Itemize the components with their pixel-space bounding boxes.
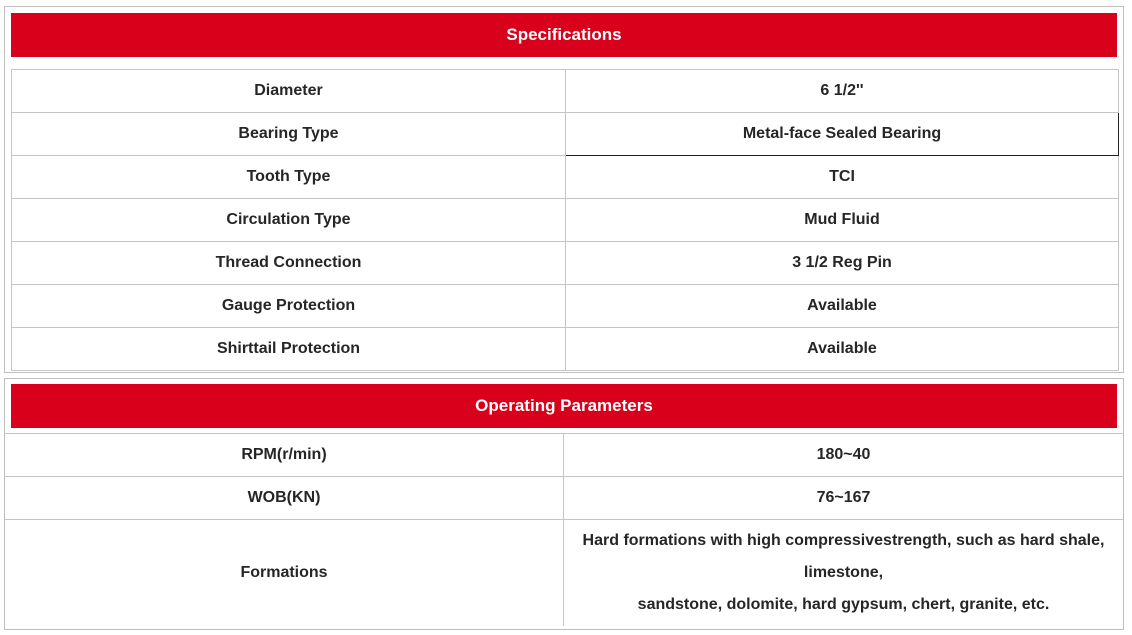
table-row: [12, 113, 1119, 156]
op-label-rpm: RPM(r/min): [5, 434, 564, 477]
spec-value-circulation-type: Mud Fluid: [566, 199, 1119, 242]
spec-value-bearing-type: Metal-face Sealed Bearing: [566, 113, 1119, 156]
spec-label-bearing-type: Bearing Type: [12, 113, 566, 156]
specifications-section: [4, 6, 1124, 373]
op-value-rpm: 180~40: [564, 434, 1124, 477]
operating-parameters-section: [4, 378, 1124, 630]
formations-line-1: Hard formations with high compressivestrength, such as hard shale,: [582, 532, 1105, 549]
op-label-formations: Formations: [5, 520, 564, 627]
operating-parameters-header: [11, 384, 1117, 428]
spec-value-gauge-protection: Available: [566, 285, 1119, 328]
table-row: [12, 199, 1119, 242]
spec-label-diameter: Diameter: [12, 70, 566, 113]
specifications-header: [11, 13, 1117, 57]
spec-label-gauge-protection: Gauge Protection: [12, 285, 566, 328]
table-row: [12, 285, 1119, 328]
specifications-table: [11, 69, 1119, 371]
formations-line-3: sandstone, dolomite, hard gypsum, chert, granite, etc.: [637, 596, 1050, 613]
spec-value-thread-connection: 3 1/2 Reg Pin: [566, 242, 1119, 285]
op-label-wob: WOB(KN): [5, 477, 564, 520]
spec-label-tooth-type: Tooth Type: [12, 156, 566, 199]
spec-label-circulation-type: Circulation Type: [12, 199, 566, 242]
op-value-wob: 76~167: [564, 477, 1124, 520]
spec-label-shirttail-protection: Shirttail Protection: [12, 328, 566, 371]
table-row: [12, 70, 1119, 113]
spec-value-shirttail-protection: Available: [566, 328, 1119, 371]
table-row: [12, 242, 1119, 285]
formations-line-2: limestone,: [803, 564, 884, 581]
spec-value-tooth-type: TCI: [566, 156, 1119, 199]
op-value-formations: [564, 520, 1124, 627]
table-row: [12, 156, 1119, 199]
table-row: [5, 520, 1123, 627]
spec-value-diameter: 6 1/2'': [566, 70, 1119, 113]
specifications-title: Specifications: [506, 25, 622, 44]
table-row: [5, 477, 1123, 520]
spec-label-thread-connection: Thread Connection: [12, 242, 566, 285]
operating-parameters-table: [5, 433, 1123, 626]
table-row: [12, 328, 1119, 371]
table-row: [5, 434, 1123, 477]
operating-parameters-title: Operating Parameters: [475, 396, 653, 415]
